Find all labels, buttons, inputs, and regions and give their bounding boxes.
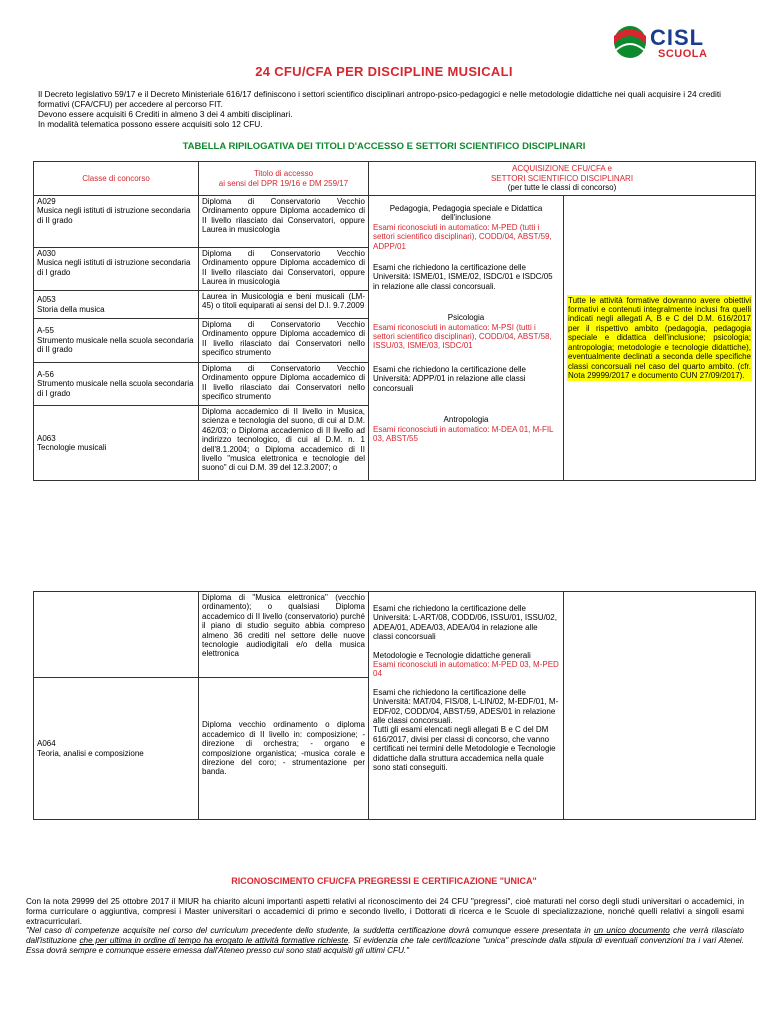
quote-part: . Si evidenzia che tale certificazione "unica" prescinde dalla stipula di eventuali convenzioni tra i vari Atenei. Essa dovrà sempre e comunque essere emessa dall'Ateneo presso cui sono stati acquisiti gli ultimi CFU." — [26, 936, 745, 955]
classe-cell: A064 Teoria, analisi e composizione — [34, 678, 199, 820]
psicologia-cert: Esami che richiedono la certificazione delle Università: ADPP/01 in relazione alle classi concorsuali — [373, 364, 526, 393]
titolo-cell: Diploma di Conservatorio Vecchio Ordinamento oppure Diploma accademico di II livello rilasciato dai Conservatori nello specifico strumento — [199, 363, 369, 406]
logo-mark-icon — [612, 24, 648, 60]
header-acquisizione — [369, 162, 756, 196]
ambito-pedagogia-title: Pedagogia, Pedagogia speciale e Didattica dell'inclusione — [389, 204, 543, 223]
psicologia-auto: Esami riconosciuti in automatico: M-PSI (tutti i settori scientifico disciplinari), CODD/04, ABST/58, ISSU/03, ISME/03, ISDC/01 — [373, 322, 552, 351]
classe-cell: A-55 Strumento musicale nella scuola secondaria di II grado — [34, 319, 199, 363]
pedagogia-auto: Esami riconosciuti in automatico: M-PED (tutti i settori scientifico disciplinari), CODD/04, ABST/59, ADPP/01 — [373, 222, 552, 251]
header-titolo — [199, 162, 369, 196]
quote-underlined: un unico documento — [593, 926, 670, 936]
header-acq-2: SETTORI SCIENTIFICO DISCIPLINARI — [490, 173, 634, 183]
logo-sub: SCUOLA — [658, 48, 708, 60]
acquisizione-cell — [369, 592, 564, 820]
table-header-row — [34, 162, 756, 196]
titolo-cell: Diploma di Conservatorio Vecchio Ordinamento oppure Diploma accademico di II livello rilasciato dai Conservatori nello specifico strumento — [199, 319, 369, 363]
table-row — [34, 592, 756, 678]
quote-underlined: che per ultima in ordine di tempo ha erogato le attività formative richieste — [79, 936, 349, 946]
pedagogia-cert: Esami che richiedono la certificazione delle Università: ISME/01, ISME/02, ISDC/01 e ISDC/05 in relazione alle classi concorsuali. — [373, 263, 553, 291]
quote-part: "Nel caso di competenze acquisite nel corso del curriculum precedente dello studente, la suddetta certificazione dovrà comunque essere presentata in — [26, 926, 594, 936]
intro-line: Il Decreto legislativo 59/17 e il Decreto Ministeriale 616/17 definiscono i settori scientifico disciplinari antropo-psico-pedagogici e nelle metodologie didattiche nei quali acquisire i 24 crediti formativi (CFA/CFU) per accedere al percorso FIT. — [38, 89, 722, 109]
header-classe: Classe di concorso — [34, 162, 199, 196]
header-titolo-1: Titolo di accesso — [253, 169, 314, 179]
metodologie-cert: Esami che richiedono la certificazione delle Università: MAT/04, FIS/08, L-LIN/02, M-EDF/01, M-EDF/02, CODD/04, ABST/59, ADES/01 in relazione alle classi concorsuali. — [373, 687, 559, 726]
metodologie-auto: Esami riconosciuti in automatico: M-PED 03, M-PED 04 — [373, 660, 559, 679]
bottom-text — [26, 897, 744, 956]
bottom-quote — [26, 926, 744, 955]
section-title: RICONOSCIMENTO CFU/CFA PREGRESSI E CERTIFICAZIONE "UNICA" — [231, 876, 537, 886]
page-title: 24 CFU/CFA PER DISCIPLINE MUSICALI — [255, 64, 513, 79]
bottom-paragraph: Con la nota 29999 del 25 ottobre 2017 il MIUR ha chiarito alcuni importanti aspetti relativi al riconoscimento dei 24 CFU "pregressi", cioè maturati nel corso degli studi universitari o accademici, in forma curriculare o aggiuntiva, compresi i Master universitari o accademici di primo e secondo livello, i Dottorati di ricerca e le Scuole di specializzazione, nonché quelli relativi a singoli esami extracurriculari. — [26, 897, 744, 926]
classe-cell: A063 Tecnologie musicali — [34, 406, 199, 481]
header-acq-1: ACQUISIZIONE CFU/CFA e — [511, 164, 612, 174]
classe-cell: A053 Storia della musica — [34, 291, 199, 319]
logo-name: CISL — [650, 25, 705, 50]
ambito-psicologia-title: Psicologia — [447, 313, 485, 323]
classe-cell — [34, 592, 199, 678]
ambito-metodologie-title: Metodologie e Tecnologie didattiche generali — [373, 650, 531, 660]
classe-cell: A030 Musica negli istituti di istruzione secondaria di I grado — [34, 248, 199, 291]
intro-line: Devono essere acquisiti 6 Crediti in almeno 3 dei 4 ambiti disciplinari. — [38, 109, 293, 119]
header-acq-3: (per tutte le classi di concorso) — [507, 183, 617, 193]
acquisizione-cell — [369, 196, 564, 481]
intro-text — [38, 89, 738, 129]
summary-table-continued — [33, 591, 756, 820]
titolo-cell: Diploma di Conservatorio Vecchio Ordinamento oppure Diploma accademico di II livello rilasciato dai Conservatori, oppure Laurea in musicologia — [199, 248, 369, 291]
classe-cell: A-56 Strumento musicale nella scuola secondaria di I grado — [34, 363, 199, 406]
titolo-cell: Diploma accademico di II livello in Musica, scienza e tecnologia del suono, di cui al D.M. 462/03; o Diploma accademico di II livello ad indirizzo tecnologico, di cui al D.M. n. 1 dell'8.1.2004; o Diploma accademico di II livello "musica elettronica e tecnologie del suono" di cui D.M. 39 del 12.3.2007; o — [199, 406, 369, 481]
quote-part: che verrà rilasciato dall'istituzione — [26, 926, 744, 946]
titolo-cell: Diploma vecchio ordinamento o diploma accademico di II livello in: composizione; - direzione di orchestra; - organo e composizione organistica; -musica corale e direzione del coro; - strumentazione per banda. — [199, 678, 369, 820]
cisl-logo — [612, 22, 760, 66]
titolo-cell: Laurea in Musicologia e beni musicali (LM-45) o titoli equiparati ai sensi del D.I. 9.7.2009 — [199, 291, 369, 319]
classe-cell: A029 Musica negli istituti di istruzione secondaria di II grado — [34, 196, 199, 248]
antropologia-cert: Esami che richiedono la certificazione delle Università: L-ART/08, CODD/06, ISSU/01, ISSU/02, ADEA/01, ADEA/03, ADEA/04 in relazione alle classi concorsuali — [373, 604, 557, 642]
titolo-cell: Diploma di "Musica elettronica" (vecchio ordinamento); o qualsiasi Diploma accademico di II livello (conservatorio) purché il piano di studio seguito abbia compreso almeno 36 crediti nel settore delle nuove tecnologie audiodigitali e/o della musica elettronica — [199, 592, 369, 678]
note-cell — [564, 196, 756, 481]
header-titolo-2: ai sensi del DPR 19/16 e DM 259/17 — [218, 178, 349, 188]
summary-table — [33, 161, 756, 481]
tutti-esami-note: Tutti gli esami elencati negli allegati B e C del DM 616/2017, divisi per classi di concorso, che vanno certificati nei termini delle Metodologie e Tecnologie didattiche dalla struttura accademica nella quale sono stati conseguiti. — [373, 725, 556, 773]
titolo-cell: Diploma di Conservatorio Vecchio Ordinamento oppure Diploma accademico di II livello rilasciato dai Conservatori, oppure Laurea in musicologia — [199, 196, 369, 248]
intro-line: In modalità telematica possono essere acquisiti solo 12 CFU. — [38, 119, 263, 129]
table-row — [34, 196, 756, 248]
table-title: TABELLA RIPILOGATIVA DEI TITOLI D'ACCESSO E SETTORI SCIENTIFICO DISCIPLINARI — [182, 141, 586, 152]
ambito-antropologia-title: Antropologia — [443, 415, 489, 425]
antropologia-auto: Esami riconosciuti in automatico: M-DEA 01, M-FIL 03, ABST/55 — [373, 424, 554, 443]
yellow-note: Tutte le attività formative dovranno avere obiettivi formativi e contenuti integralmente inclusi fra quelli indicati negli allegati A, B e C del D.M. 616/2017 per il rispettivo ambito (pedagogia, pedagogia speciale e didattica dell'inclusione; psicologia; antropologia; metodologie e tecnologie didattiche), eventualmente declinati a seconda delle specifiche classi concorsuali nel caso del quarto ambito. (cfr. Nota 29999/2017 e documento CUN 27/09/2017). — [568, 295, 751, 380]
empty-cell — [564, 592, 756, 820]
